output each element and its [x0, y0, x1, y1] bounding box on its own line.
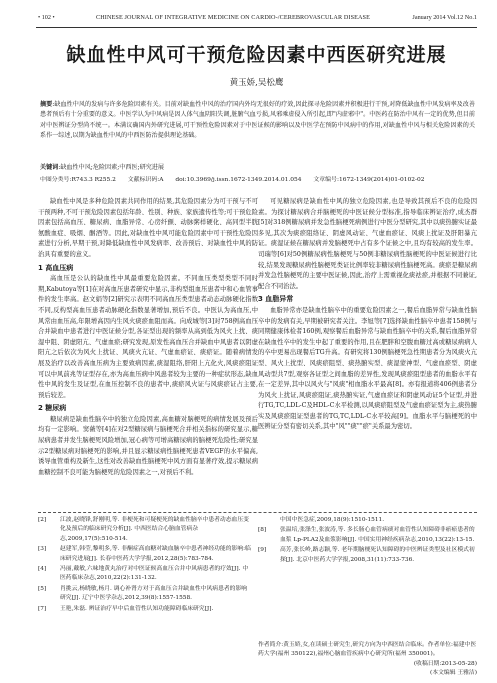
section-heading: 1 高血压病 [38, 263, 74, 272]
body-left-column [38, 197, 258, 478]
reference-text: 中国中医急症,2009,18(9):1510-1511. [280, 517, 385, 523]
reference-item [258, 516, 477, 525]
references-left [38, 516, 252, 615]
body-right-column [258, 197, 477, 433]
keywords-label: 关键词 [40, 164, 59, 171]
body-paragraph: 糖尿病是缺血性脑卒中的独立危险因素,高血糖对脑梗死的病情发展及预后均有一定影响。窦薇等[4]在对2型糖尿病与脑梗死合并相关指标的研究显示,糖尿病患者并发生脑梗死风险增加,冠心病等可增高糖尿病的脑梗死危险性;研究显示2型糖尿病对脑梗死的影响,并且显示糖尿病性脑梗死患者VEGF的水平偏高,诱导血管重构及新生,这性对改善缺血性脑梗死中风方面有显著疗效,提示糖尿病血糖控制不良可能为脑梗死的危险因素之一,对预后不利。 [38, 415, 258, 476]
reference-item [38, 545, 252, 564]
reference-item [258, 526, 477, 545]
issue-info: January 2014 Vol.12 No.1 [412, 14, 477, 21]
abstract-label: 摘要 [40, 101, 53, 108]
reference-item [258, 546, 477, 565]
section-heading: 3 血脂异常 [258, 295, 294, 304]
body-paragraph: 可见糖尿病是缺血性中风的独立危险因素,也是导致其预后不良的危险因素。为探讨糖尿病合并脑梗死的中医证候分型标准,指导临床辨证治疗,成杰群[5]对318例糖尿病并发急性脑梗死病例进行中医分型研究,其中以痰热腑实证最多见,其次为痰瘀阻络证、阴虚风动证、气虚血瘀证、风痰上扰证及肝阳暴亢证。痰湿证候在糖尿病并发脑梗死中占有多个证候之中,且均有较高的发生率。司瑞等[6]对50例糖尿病性脑梗死与50例非糖尿病性脑梗死的中医证候进行比较,结果发现糖尿病性脑梗死类证比例率较非糖尿病性脑梗死高。痰瘀是糖尿病并发急性脑梗死的主要中医证候,因此,治疗上需重视化痰祛瘀,并根据不同兼证,配合不同治法。 [258, 198, 477, 290]
clc-number: 中图分类号:R743.3 R255.2 [40, 177, 116, 183]
reference-text: 张温培,张涤生,张波涛,等. 多长肠心血管病痰对血管性认知障碍非瘀瘀患者的血浆 Lp-PLA2及血浆影响[J]. 中国实用神经疾病杂志,2010,13(22):13-15. [280, 527, 475, 543]
section-heading: 2 糖尿病 [38, 404, 67, 413]
abstract-text: :缺血性中风的发病与许多危险因素有关。目前对缺血性中风的治疗国内外均无很好的疗效,因此探寻危险因素并积极进行干预,对降低缺血性中风发病率及改善患者预后有十分重要的意义。中医学认为中风病是因人体气血阴阳失调,脏腑气血亏损,风邪乘虚侵入所引起,即"内虚邪中"。中医药在防治中风有一定的优势,但目前对中医辨证分型尚不统一。本满议确国内外研究进展,可干预性危险因素对于中医证候的影响以及中医学在预防中风病中的作用,对缺血性中风与相关危险因素的关系作一综述,以期为缺血性中风的中西医防治提供理论基础。 [40, 101, 475, 140]
reference-number: [9] [258, 547, 267, 554]
journal-name: CHINESE JOURNAL OF INTEGRATIVE MEDICINE ON CARDIO-/CEREBROVASCULAR DISEASE [96, 14, 370, 21]
body-paragraph: 高血压是公认的缺血性中风最重要危险因素。不同血压类型类型不同时期,Kabutoya等[1]在对高血压患者研究中显示,非构型组血压患者中和心血管事件的发生率高。赵文娟等[2]研究示表明不同高血压类型患者动态动脉硬化指数不同,反构型高血压患者动脉硬化指数显著增加,预后不良。中医认为高血压,中风常由血压高,年限增高因内生风火痰瘀血阻而高。向成城等[3]对758例高血压合并缺血中患者进行中医证候分型,各证型出现的频率从高到低为风火上扰、痰湿中阻、阴虚阳亢、气虚血瘀;研究发现,原发性高血压合并缺血中风患者以阴虚阳亢之后依次为风火上扰证、风痰火亢证、气虚血瘀证、痰瘀证。随着病情发展及治疗以改善高血压病为主要致病因素,痰湿阻络,肝阳上亢化火,风痰瘀阻证可以中风前兆等证型存在,亦为高血压病中风患者较为主要的一种症状形态,缺血性中风的发生及证型,在血压控制不良的患者中,痰瘀风火证与风痰瘀证占主要,预后较差。 [38, 275, 258, 399]
received-date: (收稿日期:2013-05-28) (本文编辑 王雅洁) [413, 661, 477, 676]
reference-text: 王艳,朱磊. 辨证治疗早中后血管性认知功能障碍临床研究[J]. [60, 605, 214, 612]
reference-item [38, 585, 252, 604]
doi: doi:10.3969/j.issn.1672-1349.2014.01.054 [175, 177, 302, 183]
article-title: 缺血性中风可干预危险因素中西医研究进展 [66, 44, 447, 66]
abstract [40, 100, 475, 142]
article-meta [40, 175, 475, 185]
article-number: 文章编号:1672-1349(2014)01-0102-02 [313, 177, 425, 183]
reference-number: [3] [38, 546, 47, 553]
body-paragraph: 缺血性中风是多种危险因素共同作用的结果,其危险因素分为可干预与不可干预两种,不可干预危险因素包括年龄、性别、种族、家族遗传性等;可干预危险因素包括高血压、糖尿病、血脂异常、心房纤颤、动脉粥样硬化、高同型半胱氨酸血症、吸烟、酗酒等。因此,对缺血性中风可能危险因素中可干预性危险因素进行分析,早期干预,对降低缺血性中风发病率、改善预后、对缺血性中风的防治具有重要的意义。 [38, 198, 258, 258]
reference-number: [5] [38, 585, 47, 592]
reference-text: 冯丽,戴敏,六味地黄丸治疗对中医证候高血压合并中风病患者的疗效[J]. 中医药临床杂志,2010,22(2):131-132. [60, 566, 249, 582]
keywords [40, 163, 475, 173]
doc-code: 文献标识码:A [127, 177, 164, 183]
reference-text: 赵建军,韩莹,黎明多,等. 非酮症高血糖对缺血脑卒中患者神经功能的影响:临床研究进展[J]. 长春中医药大学学报,2012,28(5):783-784. [60, 546, 251, 562]
reference-text: 高芳,张长岭,路志颖,等. 老年期脑梗死认知障碍的中医辨证类型及社区模式初探[J]. 北京中医药大学学报,2008,31(11):733-736. [280, 547, 475, 563]
running-header [38, 14, 477, 24]
reference-number: [8] [258, 527, 267, 534]
page-number: • 102 • [38, 14, 55, 21]
references-right [258, 516, 477, 566]
authors: 黄玉娇,吴松鹰 [229, 78, 284, 88]
body-paragraph: 血脂异常亦是缺血性脑卒中的重要危险因素之一,餐后血脂异常与缺血性脑卒中的发病有关,早期被研究者关注。李旭等[7]选择缺血性脑卒中患者158例与同期健康体检者160例,观察餐后血脂异常与缺血性脑卒中的关系,餐后血脂异常在缺血性卒中的发生中起了重要的作用,且在肥胖和空腹血糖过高或糖尿病病人的卒中更易出现餐后TG升高。有研究将130例脑梗死急性期患者分为风痰火亢型、风火上扰型、风痰瘀阻型、痰热腑实型、痰湿蒙神型、气虚血瘀型、阴虚风动型共7型,观察各证型之间血脂的差异性,发现风痰瘀阻型患者的血脂水平有在一定差异,其中以风火与"风痰"相血脂水平最高[8]。亦有报道将406例患者分为风火上扰证,风痰瘀阻证,痰热腑实证,气虚血瘀证和阴虚风动证5个证型,并进行TG,TC,LDL-C及HDL-C水平检测,以风痰瘀阻型及气虚血瘀证型为主,痰热腑实及风痰瘀阻证型患者的TG,TC,LDL-C水平较高[9]。血脂水平与脑梗死的中医辨证分型有密切关系,其中"风""痰""瘀"关系最为密切。 [258, 306, 477, 431]
references-rule [38, 512, 477, 513]
header-rule [36, 27, 477, 28]
reference-text: 肖挑云,杨晓敏,杨月. 调心补肾方对于高血压合并缺血性中风病患者的影响研究[J]. 辽宁中医学杂志,2012,39(8):1557-1558. [60, 585, 248, 602]
reference-number: [4] [38, 566, 47, 573]
reference-text: 江波,赵晓锋,舒刚明,等. 非梗死和可疑梗死的缺血性脑卒中患者动态血压变化及预后的临床研究分析[J]. 中西医结合心脑血管病杂志,2009,17(5):510-514. [60, 517, 249, 542]
reference-item [38, 605, 252, 614]
author-footnote: 作者简介:黄玉娇,女,在读硕士研究生,研究方向为中西医结合临床。作者单位:福建中医药大学(福州 350122),福州心脑血管疾病中心研究所(福州 350001)。 [258, 642, 477, 658]
reference-number: [7] [38, 605, 47, 612]
reference-item [38, 516, 252, 544]
keywords-text: :缺血性中风;危险因素;中西医;研究进展 [58, 164, 164, 171]
reference-number: [2] [38, 517, 47, 523]
reference-item [38, 565, 252, 584]
